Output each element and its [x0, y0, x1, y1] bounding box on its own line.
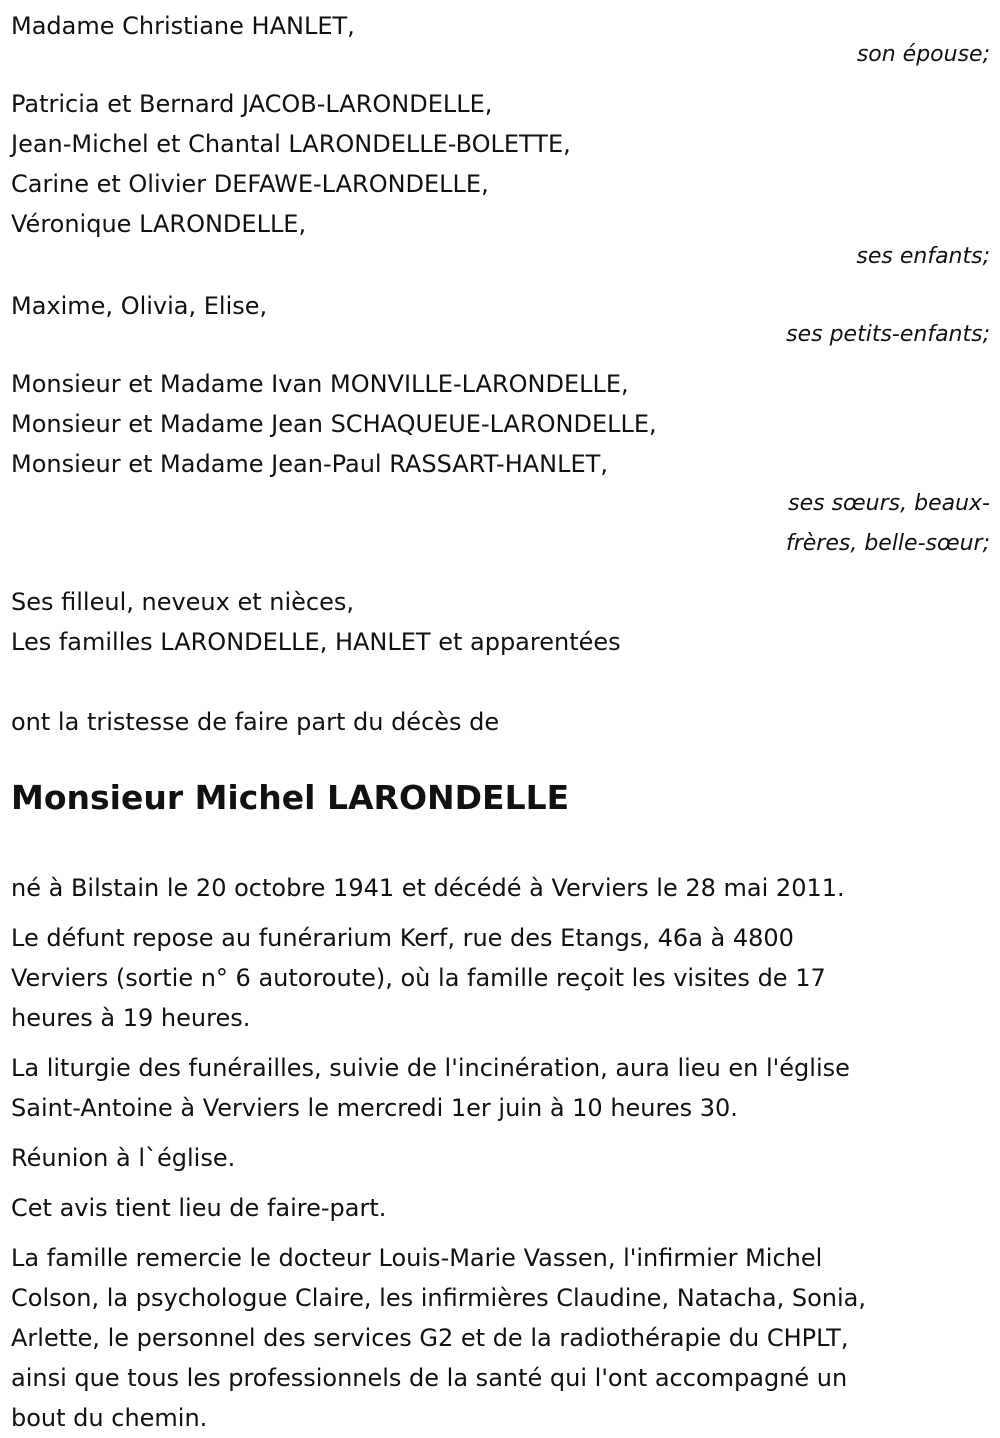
paragraph-line: heures à 19 heures. — [11, 1004, 251, 1032]
family-name-line: Carine et Olivier DEFAWE-LARONDELLE, — [11, 170, 489, 198]
family-name-line: Maxime, Olivia, Elise, — [11, 292, 268, 320]
paragraph-line: Saint-Antoine à Verviers le mercredi 1er juin à 10 heures 30. — [11, 1094, 738, 1122]
family-name-line: Ses filleul, neveux et nièces, — [11, 588, 355, 616]
birth-death-paragraph — [11, 868, 990, 908]
paragraph-line: Le défunt repose au funérarium Kerf, rue des Etangs, 46a à 4800 — [11, 924, 794, 952]
family-group-spouse — [11, 6, 990, 66]
extended-family — [11, 582, 990, 662]
relation-label: ses enfants; — [856, 244, 990, 269]
deceased-name: Monsieur Michel LARONDELLE — [11, 778, 570, 817]
spacer — [11, 662, 990, 702]
relation-label: ses petits-enfants; — [786, 322, 990, 347]
family-name-line: Les familles LARONDELLE, HANLET et apparentées — [11, 628, 621, 656]
family-group-grandchildren — [11, 286, 990, 346]
family-name-line: Madame Christiane HANLET, — [11, 12, 355, 40]
paragraph-line: Colson, la psychologue Claire, les infirmières Claudine, Natacha, Sonia, — [11, 1284, 866, 1312]
paragraph-line: Réunion à l`église. — [11, 1144, 236, 1172]
family-name-line: Monsieur et Madame Ivan MONVILLE-LARONDELLE, — [11, 370, 629, 398]
paragraph-line: La famille remercie le docteur Louis-Marie Vassen, l'infirmier Michel — [11, 1244, 823, 1272]
notice-paragraph — [11, 1188, 990, 1228]
relation-label: son épouse; — [856, 42, 990, 67]
paragraph-line: Cet avis tient lieu de faire-part. — [11, 1194, 387, 1222]
paragraph-line: né à Bilstain le 20 octobre 1941 et décédé à Verviers le 28 mai 2011. — [11, 874, 845, 902]
announcement-text: ont la tristesse de faire part du décès de — [11, 708, 500, 736]
family-name-line: Jean-Michel et Chantal LARONDELLE-BOLETTE, — [11, 130, 571, 158]
paragraph-line: La liturgie des funérailles, suivie de l'incinération, aura lieu en l'église — [11, 1054, 850, 1082]
relation-label: ses sœurs, beaux- — [788, 491, 990, 516]
funerarium-paragraph — [11, 918, 990, 1038]
family-group-siblings — [11, 364, 990, 564]
family-name-line: Véronique LARONDELLE, — [11, 210, 307, 238]
paragraph-line: ainsi que tous les professionnels de la santé qui l'ont accompagné un — [11, 1364, 848, 1392]
family-name-line: Monsieur et Madame Jean-Paul RASSART-HANLET, — [11, 450, 608, 478]
paragraph-line: Arlette, le personnel des services G2 et de la radiothérapie du CHPLT, — [11, 1324, 849, 1352]
relation-label: frères, belle-sœur; — [785, 531, 990, 556]
family-name-line: Monsieur et Madame Jean SCHAQUEUE-LARONDELLE, — [11, 410, 657, 438]
meeting-paragraph — [11, 1138, 990, 1178]
thanks-paragraph — [11, 1238, 990, 1438]
liturgy-paragraph — [11, 1048, 990, 1128]
family-group-children — [11, 84, 990, 268]
paragraph-line: bout du chemin. — [11, 1404, 208, 1432]
family-name-line: Patricia et Bernard JACOB-LARONDELLE, — [11, 90, 493, 118]
paragraph-line: Verviers (sortie n° 6 autoroute), où la famille reçoit les visites de 17 — [11, 964, 826, 992]
death-notice — [0, 6, 1000, 1432]
